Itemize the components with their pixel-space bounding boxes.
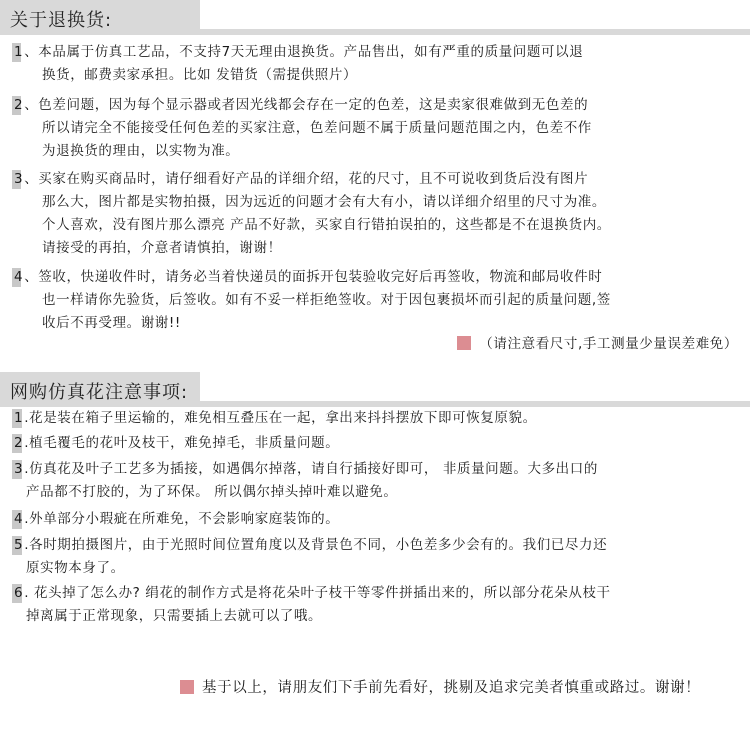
- item-number: 1: [12, 407, 24, 430]
- item-line: [12, 214, 742, 237]
- item-line: [12, 582, 742, 605]
- item-number: 6: [12, 582, 24, 605]
- item-line: [12, 481, 742, 504]
- item-line: [12, 41, 742, 64]
- footer-marker-icon: [180, 680, 194, 694]
- item-text: 换货，邮费卖家承担。比如 发错货（需提供照片）: [42, 67, 358, 83]
- flowers-header: [0, 372, 750, 407]
- item-number: 2: [12, 432, 24, 455]
- flowers-item: [12, 508, 742, 531]
- returns-item: [12, 168, 742, 260]
- size-note: [457, 332, 738, 352]
- item-number: 5: [12, 534, 24, 557]
- item-line: [12, 432, 742, 455]
- item-line: [12, 140, 742, 163]
- item-text: 掉离属于正常现象，只需要插上去就可以了哦。: [26, 608, 323, 624]
- item-text: 个人喜欢，没有图片那么漂亮 产品不好款，买家自行错拍误拍的，这些都是不在退换货内。: [42, 217, 611, 233]
- item-line: [12, 191, 742, 214]
- item-line: [12, 266, 742, 289]
- item-text: .各时期拍摄图片，由于光照时间位置角度以及背景色不同，小色差多少会有的。我们已尽力还: [24, 537, 608, 553]
- note-marker-icon: [457, 336, 471, 350]
- item-line: [12, 237, 742, 260]
- returns-title: 关于退换货:: [10, 10, 113, 31]
- item-number: 4: [12, 266, 24, 289]
- size-note-text: （请注意看尺寸,手工测量少量误差难免）: [479, 336, 738, 352]
- flowers-item: [12, 458, 742, 504]
- item-text: 、买家在购买商品时，请仔细看好产品的详细介绍，花的尺寸，且不可说收到货后没有图片: [24, 171, 589, 187]
- item-text: .植毛覆毛的花叶及枝干，难免掉毛，非质量问题。: [24, 435, 340, 451]
- flowers-item: [12, 582, 742, 628]
- item-line: [12, 94, 742, 117]
- item-text: 也一样请你先验货，后签收。如有不妥一样拒绝签收。对于因包裹损坏而引起的质量问题,签: [42, 292, 611, 308]
- item-text: 、本品属于仿真工艺品，不支持7天无理由退换货。产品售出，如有严重的质量问题可以退: [24, 44, 584, 60]
- item-number: 4: [12, 508, 24, 531]
- item-text: 、签收，快递收件时，请务必当着快递员的面拆开包装验收完好后再签收，物流和邮局收件时: [24, 269, 603, 285]
- item-text: 所以请完全不能接受任何色差的买家注意，色差问题不属于质量问题范围之内，色差不作: [42, 120, 592, 136]
- item-text: 原实物本身了。: [26, 560, 125, 576]
- item-line: [12, 458, 742, 481]
- item-number: 3: [12, 168, 24, 191]
- item-line: [12, 605, 742, 628]
- item-text: 请接受的再拍，介意者请慎拍，谢谢！: [42, 240, 282, 256]
- flowers-item: [12, 432, 742, 455]
- item-text: .花是装在箱子里运输的，难免相互叠压在一起，拿出来抖抖摆放下即可恢复原貌。: [24, 410, 537, 426]
- item-number: 3: [12, 458, 24, 481]
- item-line: [12, 508, 742, 531]
- item-text: 为退换货的理由，以实物为准。: [42, 143, 240, 159]
- returns-header: [0, 0, 750, 35]
- flowers-title: 网购仿真花注意事项:: [10, 382, 189, 403]
- returns-item: [12, 41, 742, 87]
- item-text: 那么大，图片都是实物拍摄，因为远近的问题才会有大有小，请以详细介绍里的尺寸为准。: [42, 194, 606, 210]
- item-line: [12, 64, 742, 87]
- header-rule: [200, 29, 750, 35]
- flowers-item: [12, 534, 742, 580]
- item-line: [12, 534, 742, 557]
- footer-notice: [180, 676, 700, 697]
- item-line: [12, 117, 742, 140]
- item-number: 1: [12, 41, 24, 64]
- returns-item: [12, 266, 742, 335]
- flowers-item: [12, 407, 742, 430]
- item-text: 、色差问题，因为每个显示器或者因光线都会存在一定的色差，这是卖家很难做到无色差的: [24, 97, 589, 113]
- returns-item: [12, 94, 742, 163]
- item-line: [12, 557, 742, 580]
- item-line: [12, 407, 742, 430]
- footer-text: 基于以上，请朋友们下手前先看好，挑剔及追求完美者慎重或路过。谢谢！: [202, 680, 701, 696]
- item-line: [12, 289, 742, 312]
- item-text: .外单部分小瑕疵在所难免，不会影响家庭装饰的。: [24, 511, 340, 527]
- item-number: 2: [12, 94, 24, 117]
- item-text: 产品都不打胶的，为了环保。 所以偶尔掉头掉叶难以避免。: [26, 484, 398, 500]
- item-text: .仿真花及叶子工艺多为插接，如遇偶尔掉落，请自行插接好即可， 非质量问题。大多出口的: [24, 461, 598, 477]
- item-text: 收后不再受理。谢谢!!: [42, 315, 181, 331]
- item-text: . 花头掉了怎么办? 绢花的制作方式是将花朵叶子枝干等零件拼插出来的，所以部分花朵从枝干: [24, 585, 611, 601]
- item-line: [12, 168, 742, 191]
